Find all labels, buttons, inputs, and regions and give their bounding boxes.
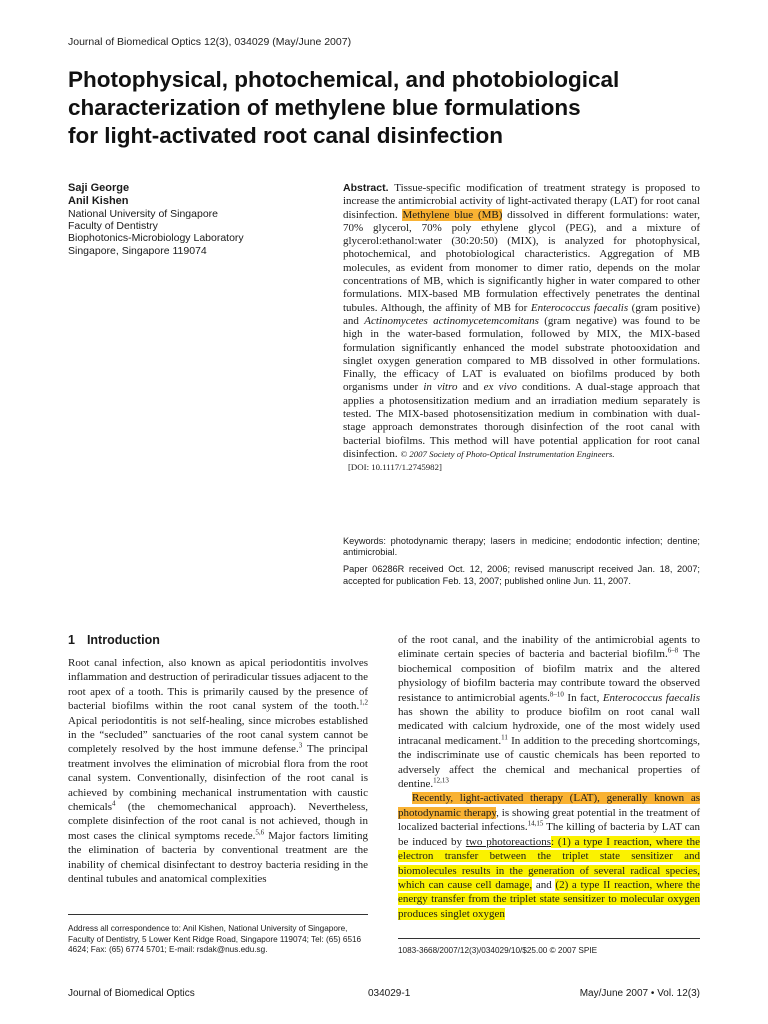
highlighted-text: Methylene blue (MB) [402, 208, 503, 221]
citation: 3 [298, 741, 303, 750]
journal-header: Journal of Biomedical Optics 12(3), 034029 (May/June 2007) [68, 36, 352, 48]
paper-history: Paper 06286R received Oct. 12, 2006; revised manuscript received Jan. 18, 2007; accepted for publication Feb. 13, 2007; published online Jun. 11, 2007. [343, 564, 700, 586]
body-column-right [398, 633, 700, 921]
paper-title [68, 66, 708, 150]
abstract-text: (gram positive) and [343, 301, 700, 327]
page-number: 034029-1 [368, 988, 411, 999]
title-line: characterization of methylene blue formulations [68, 95, 581, 120]
citation: 12,13 [433, 776, 449, 785]
citation: 8–10 [549, 689, 564, 698]
citation: 5,6 [255, 828, 265, 837]
author-name: Saji George [68, 182, 130, 194]
correspondence-footnote: Address all correspondence to: Anil Kishen, National University of Singapore, Faculty of Dentistry, 5 Lower Kent Ridge Road, Singapore 119074; Tel: (65) 6516 4624; Fax: (65) 6774 5701; E-mail: rsdak@nus.edu.sg. [68, 924, 362, 955]
affiliation-line: Biophotonics-Microbiology Laboratory [68, 232, 244, 245]
citation: 11 [501, 733, 508, 742]
paragraph: Root canal infection, also known as apical periodontitis involves inflammation and destruction of periradicular tissues adjacent to the root apex of a tooth. This is primarily caused by the presence of bacterial biofilms within the root canal system of the tooth.$^{1,2}$ Apical periodontitis is not self-healing, since microbes established in the “secluded” sanctuaries of the root canal system cannot be completely resolved by the host immune defense.$^3$ The principal treatment involves the elimination of microbial flora from the root canal system. Conventionally, disinfection of the root canal is achieved by combining mechanical instrumentation with caustic chemicals$^4$ (the chemomechanical approach). Nevertheless, complete disinfection of the root canal is not achieved, though in most cases the clinical symptoms recede.$^{5,6}$ Major factors limiting the elimination of bacteria by conventional treatment are the inability of chemical disinfectant to destroy bacteria residing in the dentinal tubules and anatomical complexities [68, 657, 368, 886]
section-title: Introduction [86, 633, 160, 647]
keywords: Keywords: photodynamic therapy; lasers in medicine; endodontic infection; dentine; antimicrobial. [343, 536, 700, 558]
abstract-label: Abstract. [343, 182, 389, 194]
section-number: 1 [68, 633, 75, 647]
species-name: Enterococcus faecalis [602, 691, 700, 704]
doi: [DOI: 10.1117/1.2745982] [348, 462, 442, 473]
article-meta [343, 536, 700, 593]
paragraph: Recently, light-activated therapy (LAT), generally known as photodynamic therapy, is showing great potential in the treatment of localized bacterial infections.$^{14,15}$ The killing of bacteria by LAT can be induced by two photoreactions: (1) a type I reaction, where the electron transfer between the triplet state sensitizer and biomolecules results in the generation of several radical species, which can cause cell damage, and (2) a type II reaction, where the energy transfer from the triplet state sensitizer to molecular oxygen produces singlet oxygen [398, 792, 701, 920]
title-line: Photophysical, photochemical, and photobiological [68, 67, 620, 92]
section-heading [68, 633, 160, 647]
highlighted-text: Recently, light-activated therapy (LAT), generally known as photodynamic therapy [398, 792, 700, 819]
title-line: for light-activated root canal disinfection [68, 123, 504, 148]
underlined-text: two photoreactions [465, 835, 551, 848]
citation: 4 [111, 799, 116, 808]
copyright-note: © 2007 Society of Photo-Optical Instrumentation Engineers. [400, 448, 615, 459]
affiliation-line: National University of Singapore [68, 208, 218, 220]
author-block [68, 182, 318, 257]
footnote-divider [398, 938, 700, 939]
affiliation-line: Faculty of Dentistry [68, 220, 158, 233]
abstract [343, 182, 700, 475]
footnote-divider [68, 914, 368, 915]
citation: 6–8 [667, 646, 679, 655]
abstract-text: and [457, 381, 484, 394]
abstract-text: conditions. A dual-stage approach that applies a photosensitization medium and an irradiation medium separately is tested. The MIX-based photosensitization medium in combination with dual-stage approach demonstrates thorough disinfection of the root canal with bacterial biofilms. This method will have potential application for root canal disinfection. [343, 381, 700, 460]
highlighted-text: (2) a type II reaction, where the energy transfer from the triplet state sensitizer to molecular oxygen produces singlet oxygen [398, 878, 700, 920]
abstract-text: Tissue-specific modification of treatment strategy is proposed to increase the antimicrobial activity of light-activated therapy (LAT) for root canal disinfection. [343, 182, 700, 221]
species-name: Actinomycetes actinomycetemcomitans [364, 314, 539, 327]
italic-term: ex vivo [483, 381, 517, 394]
author-name: Anil Kishen [68, 195, 129, 207]
footer-issue: May/June 2007 • Vol. 12(3) [579, 988, 700, 999]
species-name: Enterococcus faecalis [530, 301, 629, 314]
highlighted-text: : (1) a type I reaction, where the electron transfer between the triplet state sensitizer and biomolecules results in the generation of several radical species, which can cause cell damage, [398, 835, 700, 891]
abstract-text: (gram negative) was found to be high in the water-based formulation, followed by MIX, the MIX-based formulation significantly enhanced the model substrate photooxidation and singlet oxygen generation compared to MB dissolved in other formulations. Finally, the efficacy of LAT is evaluated on biofilms produced by both organisms under [343, 314, 700, 394]
affiliation-line: Singapore, Singapore 119074 [68, 244, 207, 257]
paragraph: of the root canal, and the inability of the antimicrobial agents to eliminate certain species of bacteria and bacterial biofilm.$^{6-8}$ The biochemical composition of biofilm matrix and the altered physiology of biofilm bacteria may contribute toward the observed resistance to antimicrobial agents.$^{8-10}$ In fact, Enterococcus faecalis has shown the ability to produce biofilm on root canal wall medicated with calcium hydroxide, one of the most widely used intracanal medicament.$^{11}$ In addition to the preceding shortcomings, the indiscriminate use of caustic chemicals has been reported to adversely affect the chemical and mechanical properties of dentine.$^{12,13}$ [398, 634, 700, 791]
issn-line: 1083-3668/2007/12(3)/034029/10/$25.00 © 2007 SPIE [398, 946, 598, 955]
abstract-text: dissolved in different formulations: water, 70% glycerol, 70% poly ethylene glycol (PEG), and a mixture of glycerol:ethanol:water (30:20:50) (MIX), is analyzed for photophysical, photochemical, and photobiological characteristics. Aggregation of MB molecules, as evident from monomer to dimer ratio, depends on the molar concentrations of MB, which is significantly higher in water compared to other formulations. MIX-based MB formulation effectively penetrates the dentinal tubules. Although, the affinity of MB for [343, 208, 700, 314]
italic-term: in vitro [423, 381, 458, 394]
citation: 1,2 [359, 698, 368, 707]
body-column-left [68, 656, 368, 887]
footer-journal: Journal of Biomedical Optics [68, 988, 195, 999]
citation: 14,15 [527, 819, 544, 828]
